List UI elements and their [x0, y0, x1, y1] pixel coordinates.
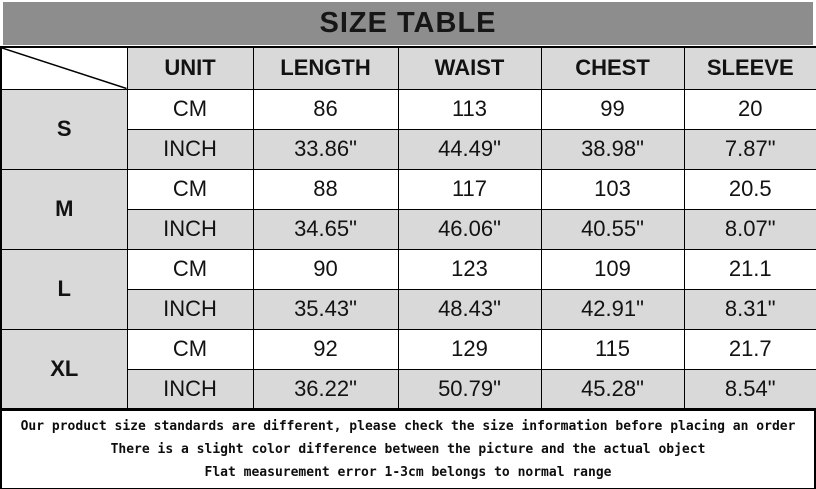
header-row — [1, 47, 816, 89]
row-xl-cm — [1, 329, 816, 369]
unit-cell-xl-cm: CM — [127, 329, 253, 369]
cell-xl-inch-chest: 45.28" — [541, 369, 684, 409]
cell-m-cm-waist: 117 — [398, 169, 541, 209]
cell-s-inch-waist: 44.49" — [398, 129, 541, 169]
unit-cell-m-cm: CM — [127, 169, 253, 209]
note-line-measurement-error: Flat measurement error 1-3cm belongs to normal range — [204, 465, 612, 480]
page-title: SIZE TABLE — [3, 2, 813, 45]
cell-s-cm-sleeve: 20 — [684, 89, 816, 129]
cell-s-cm-chest: 99 — [541, 89, 684, 129]
row-m-cm — [1, 169, 816, 209]
cell-xl-inch-length: 36.22" — [253, 369, 398, 409]
column-header-length: LENGTH — [253, 47, 398, 89]
cell-m-inch-length: 34.65" — [253, 209, 398, 249]
size-table — [0, 46, 816, 410]
cell-l-inch-waist: 48.43" — [398, 289, 541, 329]
row-s-cm — [1, 89, 816, 129]
unit-cell-s-inch: INCH — [127, 129, 253, 169]
cell-xl-inch-sleeve: 8.54" — [684, 369, 816, 409]
size-label-xl: XL — [1, 329, 127, 409]
size-label-l: L — [1, 249, 127, 329]
cell-xl-cm-sleeve: 21.7 — [684, 329, 816, 369]
cell-m-inch-sleeve: 8.07" — [684, 209, 816, 249]
cell-xl-cm-chest: 115 — [541, 329, 684, 369]
cell-l-inch-chest: 42.91" — [541, 289, 684, 329]
cell-xl-cm-length: 92 — [253, 329, 398, 369]
size-label-s: S — [1, 89, 127, 169]
unit-cell-m-inch: INCH — [127, 209, 253, 249]
cell-m-cm-length: 88 — [253, 169, 398, 209]
unit-cell-l-cm: CM — [127, 249, 253, 289]
size-label-m: M — [1, 169, 127, 249]
cell-l-cm-chest: 109 — [541, 249, 684, 289]
cell-s-cm-waist: 113 — [398, 89, 541, 129]
notes-box — [0, 410, 816, 489]
cell-xl-inch-waist: 50.79" — [398, 369, 541, 409]
cell-m-inch-waist: 46.06" — [398, 209, 541, 249]
unit-cell-s-cm: CM — [127, 89, 253, 129]
cell-l-cm-sleeve: 21.1 — [684, 249, 816, 289]
row-l-cm — [1, 249, 816, 289]
cell-s-inch-sleeve: 7.87" — [684, 129, 816, 169]
corner-cell — [1, 47, 127, 89]
cell-l-cm-waist: 123 — [398, 249, 541, 289]
unit-cell-xl-inch: INCH — [127, 369, 253, 409]
note-line-order-info: Our product size standards are different, please check the size information before placing an order — [20, 419, 796, 434]
cell-l-inch-sleeve: 8.31" — [684, 289, 816, 329]
unit-cell-l-inch: INCH — [127, 289, 253, 329]
column-header-chest: CHEST — [541, 47, 684, 89]
column-header-sleeve: SLEEVE — [684, 47, 816, 89]
cell-l-inch-length: 35.43" — [253, 289, 398, 329]
cell-xl-cm-waist: 129 — [398, 329, 541, 369]
cell-s-inch-chest: 38.98" — [541, 129, 684, 169]
cell-m-cm-chest: 103 — [541, 169, 684, 209]
cell-s-cm-length: 86 — [253, 89, 398, 129]
cell-s-inch-length: 33.86" — [253, 129, 398, 169]
cell-l-cm-length: 90 — [253, 249, 398, 289]
note-line-color-difference: There is a slight color difference between the picture and the actual object — [110, 442, 706, 457]
column-header-unit: UNIT — [127, 47, 253, 89]
cell-m-cm-sleeve: 20.5 — [684, 169, 816, 209]
cell-m-inch-chest: 40.55" — [541, 209, 684, 249]
column-header-waist: WAIST — [398, 47, 541, 89]
